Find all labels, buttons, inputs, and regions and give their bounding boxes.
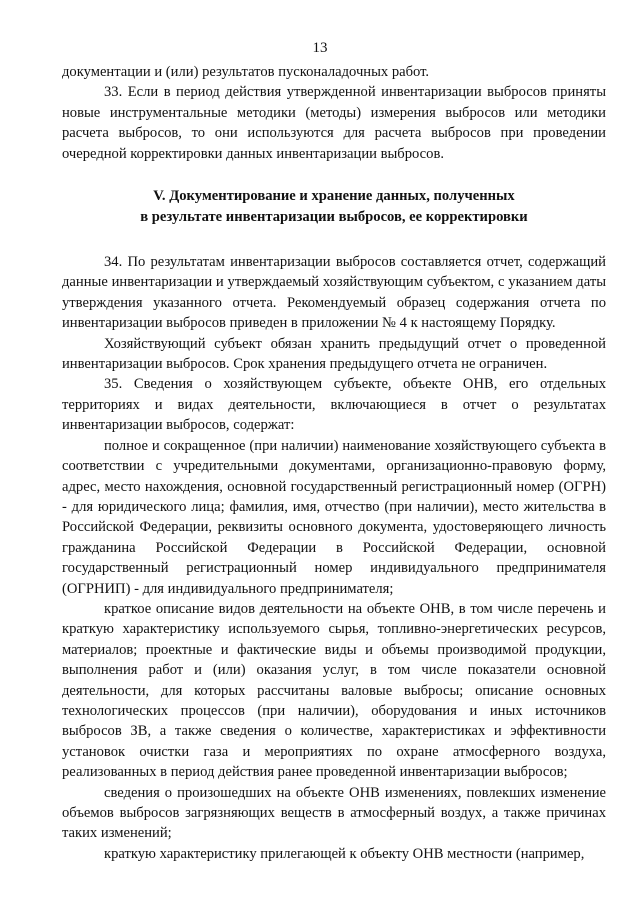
section-heading-line-1: V. Документирование и хранение данных, полученных: [153, 188, 515, 205]
paragraph-33: 33. Если в период действия утвержденной инвентаризации выбросов приняты новые инструментальные методики (методы) измерения выбросов или методики расчета выбросов, то они используются для расчета выбросов при проведении очередной корректировки данных инвентаризации выбросов.: [62, 84, 606, 162]
paragraph-continuation: документации и (или) результатов пусконаладочных работ.: [62, 64, 430, 80]
paragraph-35-changes: сведения о произошедших на объекте ОНВ изменениях, повлекших изменение объемов выбросов загрязняющих веществ в атмосферный воздух, а также причинах таких изменений;: [62, 784, 606, 842]
paragraph-34: 34. По результатам инвентаризации выбросов составляется отчет, содержащий данные инвентаризации и утверждаемый хозяйствующим субъектом, с указанием даты утверждения указанного отчета. Рекомендуемый образец содержания отчета по инвентаризации выбросов приведен в приложении № 4 к настоящему Порядку.: [62, 254, 606, 332]
paragraph-35-area: краткую характеристику прилегающей к объекту ОНВ местности (например,: [104, 845, 585, 862]
section-heading: [62, 186, 606, 228]
document-body: [62, 62, 606, 864]
paragraph-34-storage: Хозяйствующий субъект обязан хранить предыдущий отчет о проведенной инвентаризации выбросов. Срок хранения предыдущего отчета не ограничен.: [62, 335, 606, 373]
paragraph-35-activities: краткое описание видов деятельности на объекте ОНВ, в том числе перечень и краткую характеристику используемого сырья, топливно-энергетических ресурсов, материалов; проектные и фактические виды и объемы производимой продукции, выполнения работ и (или) оказания услуг, в том числе показатели основной деятельности, для которых рассчитаны валовые выбросы; описание основных технологических процессов (при наличии), оборудования и иных источников выбросов ЗВ, а также сведения о количестве, характеристиках и эффективности установок очистки газа и мероприятиях по охране атмосферного воздуха, реализованных в период действия ранее проведенной инвентаризации выбросов;: [62, 600, 606, 781]
page-number: 13: [312, 40, 328, 56]
paragraph-35-names: полное и сокращенное (при наличии) наименование хозяйствующего субъекта в соответствии с учредительными документами, организационно-правовую форму, адрес, место нахождения, основной государственный регистрационный номер (ОГРН) - для юридического лица; фамилия, имя, отчество (при наличии), место жительства в Российской Федерации, реквизиты основного документа, удостоверяющего личность гражданина Российской Федерации в Российской Федерации, основной государственный регистрационный номер индивидуального предпринимателя (ОГРНИП) - для индивидуального предпринимателя;: [62, 437, 606, 597]
paragraph-35: 35. Сведения о хозяйствующем субъекте, объекте ОНВ, его отдельных территориях и видах деятельности, включающиеся в отчет о результатах инвентаризации выбросов, содержат:: [62, 376, 606, 434]
section-heading-line-2: в результате инвентаризации выбросов, ее корректировки: [140, 209, 528, 226]
